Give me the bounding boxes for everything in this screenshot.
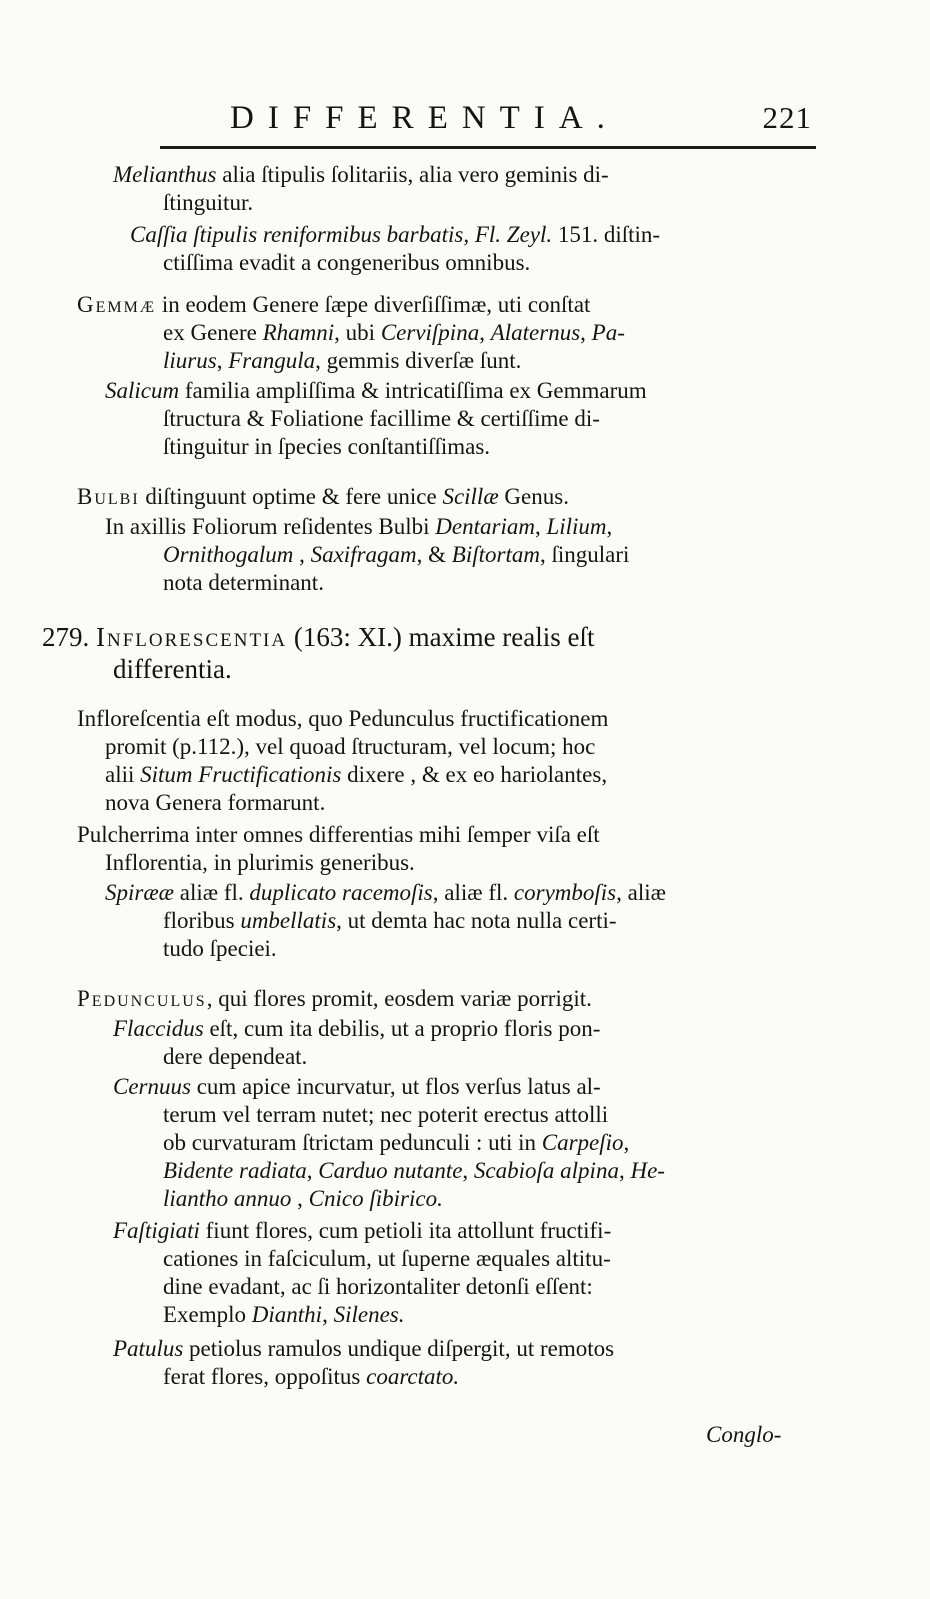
text-run: Exemplo bbox=[163, 1302, 252, 1327]
text-line bbox=[163, 248, 530, 278]
text-run: , bbox=[618, 1158, 631, 1183]
running-title: DIFFERENTIA. bbox=[230, 100, 619, 136]
italic-term: Cnico ſibirico. bbox=[308, 1186, 443, 1211]
text-run: familia ampliſſima & intricatiſſima ex Gemmarum bbox=[179, 378, 647, 403]
text-run: in eodem Genere ſæpe diverſiſſimæ, uti conſtat bbox=[156, 292, 591, 317]
italic-term: Dentariam bbox=[435, 514, 535, 539]
text-line bbox=[113, 1334, 614, 1364]
text-run: , bbox=[623, 1130, 630, 1155]
text-line bbox=[163, 1244, 611, 1274]
text-line bbox=[163, 1300, 404, 1330]
text-line bbox=[105, 732, 595, 762]
text-line bbox=[113, 1216, 611, 1246]
italic-term: Pa- bbox=[591, 320, 625, 345]
italic-term: umbellatis bbox=[240, 908, 337, 933]
text-run: ſtructura & Foliatione facillime & certiſſime di- bbox=[163, 406, 600, 431]
text-run: Infloreſcentia eſt modus, quo Pedunculus fructificationem bbox=[77, 706, 609, 731]
text-run: Pulcherrima inter omnes differentias mihi ſemper viſa eſt bbox=[77, 822, 600, 847]
text-line bbox=[163, 1272, 593, 1302]
text-run: , bbox=[606, 514, 613, 539]
italic-term: He- bbox=[630, 1158, 665, 1183]
text-run: tudo ſpeciei. bbox=[163, 936, 277, 961]
italic-term: Cernuus bbox=[113, 1074, 191, 1099]
italic-term: duplicato racemoſis bbox=[249, 880, 433, 905]
text-line bbox=[163, 432, 490, 462]
text-line bbox=[163, 188, 253, 218]
text-run: alia ſtipulis ſolitariis, alia vero geminis di- bbox=[216, 162, 609, 187]
text-line bbox=[77, 984, 592, 1014]
text-run: dere dependeat. bbox=[163, 1044, 308, 1069]
text-run: In axillis Foliorum reſidentes Bulbi bbox=[105, 514, 436, 539]
text-run: , bbox=[216, 348, 229, 373]
text-line bbox=[163, 1042, 307, 1072]
text-run: fiunt flores, cum petioli ita attollunt fructifi- bbox=[199, 1218, 612, 1243]
italic-term: Silenes. bbox=[333, 1302, 405, 1327]
italic-term: Spirææ bbox=[105, 880, 175, 905]
text-run: promit (p.112.), vel quoad ſtructuram, vel locum; hoc bbox=[105, 734, 596, 759]
text-line bbox=[163, 1100, 608, 1130]
text-run: eſt, cum ita debilis, ut a proprio floris pon- bbox=[203, 1016, 601, 1041]
text-line bbox=[77, 820, 600, 850]
italic-term: Flaccidus bbox=[113, 1016, 204, 1041]
catchword: Conglo- bbox=[706, 1422, 782, 1447]
text-line bbox=[163, 568, 324, 598]
italic-term: Biſtortam bbox=[451, 542, 540, 567]
text-line bbox=[105, 878, 666, 908]
italic-term: Caſſia ſtipulis reniformibus barbatis, Fl. Zeyl. bbox=[130, 222, 553, 247]
italic-term: corymboſis bbox=[513, 880, 617, 905]
italic-term: Lilium bbox=[546, 514, 607, 539]
text-line bbox=[113, 160, 609, 190]
text-line bbox=[113, 652, 232, 686]
text-line bbox=[163, 1128, 629, 1158]
italic-term: Scabioſa alpina bbox=[473, 1158, 619, 1183]
text-run: alii bbox=[105, 762, 141, 787]
text-run: , ubi bbox=[334, 320, 381, 345]
text-line bbox=[105, 512, 612, 542]
page-header bbox=[160, 100, 820, 144]
text-run: , aliæ fl. bbox=[432, 880, 514, 905]
text-line bbox=[77, 482, 569, 512]
header-rule bbox=[160, 146, 816, 149]
text-run: , bbox=[293, 542, 311, 567]
text-line bbox=[113, 1014, 600, 1044]
italic-term: Faſtigiati bbox=[113, 1218, 200, 1243]
text-run: ctiſſima evadit a congeneribus omnibus. bbox=[163, 250, 531, 275]
text-line bbox=[163, 934, 277, 964]
text-run: Inflorentia, in plurimis generibus. bbox=[105, 850, 415, 875]
text-line bbox=[163, 346, 521, 376]
italic-term: liantho annuo bbox=[163, 1186, 292, 1211]
italic-term: Saxifragam bbox=[310, 542, 417, 567]
text-run: cationes in faſciculum, ut ſuperne æquales altitu- bbox=[163, 1246, 611, 1271]
text-run: diſtinguunt optime & fere unice bbox=[139, 484, 443, 509]
text-run: , & bbox=[416, 542, 452, 567]
text-line bbox=[163, 318, 625, 348]
italic-term: Situm Fructificationis bbox=[140, 762, 342, 787]
text-line bbox=[105, 760, 607, 790]
text-line bbox=[163, 540, 629, 570]
text-run: , qui flores promit, eosdem variæ porrigit. bbox=[206, 986, 592, 1011]
text-run: 151. diſtin- bbox=[552, 222, 661, 247]
text-line bbox=[163, 404, 600, 434]
italic-term: Dianthi bbox=[251, 1302, 323, 1327]
text-run: dine evadant, ac ſi horizontaliter detonſi eſſent: bbox=[163, 1274, 593, 1299]
text-run: floribus bbox=[163, 908, 241, 933]
italic-term: Patulus bbox=[113, 1336, 184, 1361]
text-line bbox=[77, 290, 590, 320]
small-caps-term: Inflorescentia bbox=[96, 622, 288, 652]
text-line bbox=[105, 848, 415, 878]
text-run: cum apice incurvatur, ut flos verſus latus al- bbox=[190, 1074, 601, 1099]
text-run: dixere , & ex eo hariolantes, bbox=[341, 762, 608, 787]
italic-term: Scillæ bbox=[442, 484, 499, 509]
text-run: differentia. bbox=[113, 654, 232, 684]
italic-term: Bidente radiata bbox=[163, 1158, 307, 1183]
text-run: 279. bbox=[42, 622, 96, 652]
text-run: , ſingulari bbox=[539, 542, 630, 567]
text-run: nova Genera formarunt. bbox=[105, 790, 326, 815]
small-caps-term: Gemmæ bbox=[77, 292, 157, 317]
text-line bbox=[130, 220, 660, 250]
text-run: (163: XI.) maxime realis eſt bbox=[287, 622, 595, 652]
text-line bbox=[163, 1184, 443, 1214]
text-run: aliæ fl. bbox=[174, 880, 250, 905]
text-run: , bbox=[462, 1158, 474, 1183]
text-run: ex Genere bbox=[163, 320, 263, 345]
italic-term: liurus bbox=[163, 348, 217, 373]
text-run: , ut demta hac nota nulla certi- bbox=[336, 908, 617, 933]
text-run: , bbox=[534, 514, 547, 539]
text-run: nota determinant. bbox=[163, 570, 324, 595]
text-line bbox=[105, 376, 647, 406]
italic-term: Salicum bbox=[105, 378, 180, 403]
text-run: , bbox=[479, 320, 491, 345]
italic-term: Alaternus bbox=[490, 320, 581, 345]
italic-term: Carpeſio bbox=[541, 1130, 624, 1155]
text-run: ſtinguitur in ſpecies conſtantiſſimas. bbox=[163, 434, 491, 459]
text-run: petiolus ramulos undique diſpergit, ut remotos bbox=[183, 1336, 615, 1361]
text-run: ferat flores, oppoſitus bbox=[163, 1364, 367, 1389]
text-line bbox=[105, 788, 325, 818]
italic-term: Rhamni bbox=[262, 320, 335, 345]
text-run: terum vel terram nutet; nec poterit erectus attolli bbox=[163, 1102, 609, 1127]
text-run: Genus. bbox=[498, 484, 569, 509]
small-caps-term: Bulbi bbox=[77, 484, 140, 509]
text-run: , bbox=[306, 1158, 319, 1183]
page-number: 221 bbox=[762, 100, 812, 135]
italic-term: Frangula bbox=[228, 348, 316, 373]
text-run: , bbox=[322, 1302, 334, 1327]
text-line bbox=[163, 1156, 665, 1186]
text-run: , bbox=[291, 1186, 309, 1211]
text-run: ob curvaturam ſtrictam pedunculi : uti in bbox=[163, 1130, 542, 1155]
text-line bbox=[163, 906, 617, 936]
text-line bbox=[42, 620, 595, 654]
italic-term: Carduo nutante bbox=[318, 1158, 463, 1183]
text-line bbox=[77, 704, 608, 734]
italic-term: Ornithogalum bbox=[163, 542, 294, 567]
text-line bbox=[113, 1072, 601, 1102]
italic-term: Cerviſpina bbox=[380, 320, 480, 345]
text-run: , bbox=[580, 320, 592, 345]
text-run: ſtinguitur. bbox=[163, 190, 254, 215]
italic-term: coarctato. bbox=[366, 1364, 460, 1389]
text-run: , aliæ bbox=[616, 880, 666, 905]
text-line bbox=[163, 1362, 459, 1392]
small-caps-term: Pedunculus bbox=[77, 986, 207, 1011]
text-run: , gemmis diverſæ ſunt. bbox=[315, 348, 522, 373]
italic-term: Melianthus bbox=[113, 162, 217, 187]
